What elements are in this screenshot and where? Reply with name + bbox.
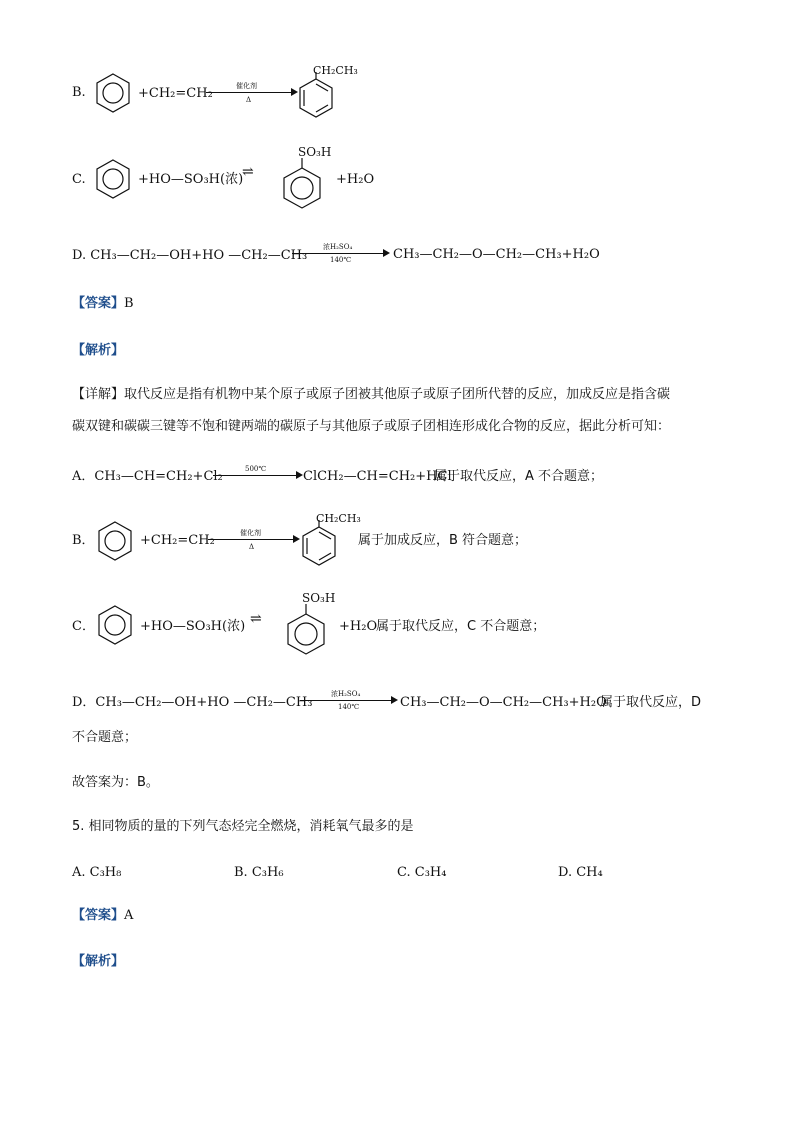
item-d-product: CH₃—CH₂—O—CH₂—CH₃+H₂O — [400, 695, 607, 710]
catalyst-label: 催化剂 — [236, 82, 257, 90]
item-c-reagent: +HO—SO₃H(浓) — [140, 619, 246, 634]
answer-label: 【答案】 — [72, 296, 125, 311]
analysis-label-2: 【解析】 — [72, 954, 125, 969]
item-d-conclusion: 属于取代反应，D — [600, 695, 702, 710]
item-a-condition: 500℃ — [245, 465, 267, 473]
ethyl-substituent: CH₂CH₃ — [313, 64, 358, 77]
reversible-arrow-icon: ⇌ — [242, 164, 254, 180]
q5-option-b: B. C₃H₆ — [234, 865, 284, 880]
item-d-conclusion-2: 不合题意； — [72, 730, 138, 745]
item-a-product: ClCH₂—CH=CH₂+HCl — [303, 469, 452, 484]
item-c-label: C． — [72, 619, 95, 634]
heat-symbol: Δ — [246, 96, 252, 104]
benzene-ring-icon — [98, 521, 132, 561]
benzene-ring-icon — [96, 159, 130, 199]
condition-top: 浓H₂SO₄ — [323, 243, 353, 251]
detail-text-2: 碳双键和碳碳三键等不饱和键两端的碳原子与其他原子或原子团相连形成化合物的反应，据此分析可知： — [72, 419, 671, 434]
q5-option-a: A. C₃H₈ — [72, 865, 122, 880]
reaction-arrow — [206, 92, 292, 93]
item-c-conclusion: 属于取代反应，C 不合题意； — [376, 619, 546, 634]
detail-line-1 — [72, 385, 670, 405]
item-b-substituent: CH₂CH₃ — [316, 512, 361, 525]
analysis-heading-2 — [72, 952, 124, 972]
analysis-heading — [72, 341, 124, 361]
option-d-product: CH₃—CH₂—O—CH₂—CH₃+H₂O — [393, 247, 600, 262]
ethylbenzene-ring-icon — [302, 526, 336, 566]
reaction-arrow — [213, 475, 297, 476]
reagent-ethylene: +CH₂=CH₂ — [138, 86, 213, 101]
item-a-conclusion: 属于取代反应，A 不合题意； — [434, 469, 604, 484]
item-b-catalyst: 催化剂 — [240, 529, 261, 537]
arrow-head-icon — [293, 535, 300, 543]
sulfonic-substituent: SO₃H — [298, 145, 332, 159]
detail-text-1: 取代反应是指有机物中某个原子或原子团被其他原子或原子团所代替的反应，加成反应是指含碳 — [124, 387, 671, 402]
item-c-product: +H₂O — [339, 619, 378, 634]
reagent-sulfuric-acid: +HO—SO₃H(浓) — [138, 172, 244, 187]
reaction-arrow — [208, 539, 294, 540]
item-d-reactants: D．CH₃—CH₂—OH+HO —CH₂—CH₃ — [72, 695, 313, 710]
item-b-reagent: +CH₂=CH₂ — [140, 533, 215, 548]
arrow-head-icon — [391, 696, 398, 704]
q5-stem: 5. 相同物质的量的下列气态烃完全燃烧，消耗氧气最多的是 — [72, 819, 414, 834]
item-c-substituent: SO₃H — [302, 591, 336, 605]
arrow-head-icon — [291, 88, 298, 96]
benzene-ring-icon — [98, 605, 132, 645]
arrow-head-icon — [296, 471, 303, 479]
item-d-condition-bottom: 140℃ — [338, 703, 360, 711]
q5-option-c: C. C₃H₄ — [397, 865, 447, 880]
reaction-arrow — [300, 700, 392, 701]
condition-bottom: 140℃ — [330, 256, 352, 264]
detail-label: 【详解】 — [72, 387, 125, 402]
reaction-arrow — [292, 253, 384, 254]
ethylbenzene-ring-icon — [299, 78, 333, 118]
q5-option-d: D. CH₄ — [558, 865, 603, 880]
water-product: +H₂O — [336, 172, 375, 187]
analysis-label: 【解析】 — [72, 343, 125, 358]
arrow-head-icon — [383, 249, 390, 257]
answer-label-2: 【答案】 — [72, 908, 125, 923]
option-d-reactants: D. CH₃—CH₂—OH+HO —CH₂—CH₃ — [72, 248, 308, 263]
item-b-label: B． — [72, 533, 95, 548]
answer-value: B — [124, 296, 134, 311]
final-answer: 故答案为：B。 — [72, 775, 159, 790]
item-a-reactants: A．CH₃—CH=CH₂+Cl₂ — [72, 469, 223, 484]
benzenesulfonic-ring-icon — [282, 164, 322, 210]
benzene-ring-icon — [96, 73, 130, 113]
benzenesulfonic-ring-icon — [286, 610, 326, 656]
item-b-heat: Δ — [249, 543, 255, 551]
item-d-condition-top: 浓H₂SO₄ — [331, 690, 361, 698]
answer-line — [72, 294, 134, 314]
reversible-arrow-icon: ⇌ — [250, 611, 262, 627]
item-b-conclusion: 属于加成反应，B 符合题意； — [358, 533, 528, 548]
answer-value-2: A — [124, 908, 134, 923]
option-c-label: C. — [72, 172, 86, 187]
option-b-label: B. — [72, 85, 86, 100]
answer-line-2 — [72, 906, 133, 926]
